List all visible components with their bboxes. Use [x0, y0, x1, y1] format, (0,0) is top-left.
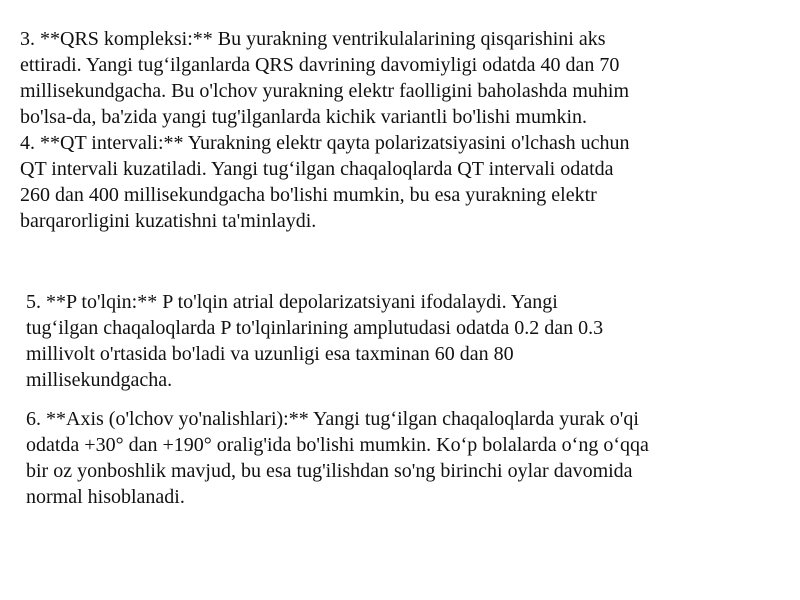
text-line: tug‘ilgan chaqaloqlarda P to'lqinlarining amplutudasi odatda 0.2 dan 0.3 [26, 317, 604, 339]
text-line: 6. **Axis (o'lchov yo'nalishlari):** Yangi tug‘ilgan chaqaloqlarda yurak o'qi [26, 408, 639, 430]
text-line: bo'lsa-da, ba'zida yangi tug'ilganlarda kichik variantli bo'lishi mumkin. [20, 106, 588, 128]
text-line: millivolt o'rtasida bo'ladi va uzunligi esa taxminan 60 dan 80 [26, 343, 514, 365]
text-line: 4. **QT intervali:** Yurakning elektr qayta polarizatsiyasini o'lchash uchun [20, 132, 630, 154]
text-line: millisekundgacha. [26, 369, 173, 391]
paragraph-qrs-qt [20, 26, 760, 234]
text-line: QT intervali kuzatiladi. Yangi tug‘ilgan chaqaloqlarda QT intervali odatda [20, 158, 614, 180]
text-line: 260 dan 400 millisekundgacha bo'lishi mumkin, bu esa yurakning elektr [20, 184, 597, 206]
text-line: bir oz yonboshlik mavjud, bu esa tug'ilishdan so'ng birinchi oylar davomida [26, 460, 633, 482]
paragraph-p-wave [26, 289, 766, 393]
text-line: barqarorligini kuzatishni ta'minlaydi. [20, 210, 317, 232]
text-line: ettiradi. Yangi tug‘ilganlarda QRS davrining davomiyligi odatda 40 dan 70 [20, 54, 620, 76]
text-line: odatda +30° dan +190° oralig'ida bo'lishi mumkin. Ko‘p bolalarda o‘ng o‘qqa [26, 434, 649, 456]
paragraph-axis [26, 406, 766, 510]
text-line: 3. **QRS kompleksi:** Bu yurakning ventrikulalarining qisqarishini aks [20, 28, 606, 50]
text-line: normal hisoblanadi. [26, 486, 185, 508]
text-line: millisekundgacha. Bu o'lchov yurakning elektr faolligini baholashda muhim [20, 80, 630, 102]
text-line: 5. **P to'lqin:** P to'lqin atrial depolarizatsiyani ifodalaydi. Yangi [26, 291, 558, 313]
